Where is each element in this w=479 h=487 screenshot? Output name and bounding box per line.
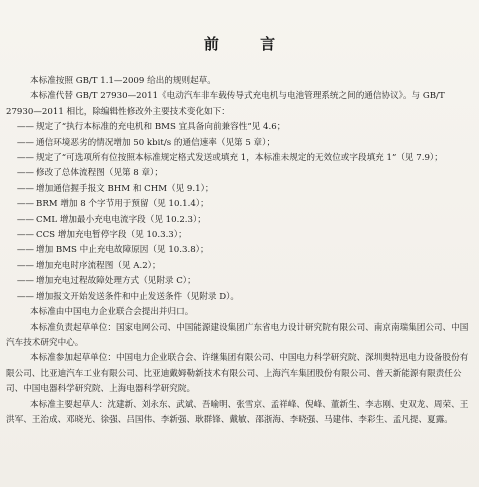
- paragraph: 本标准按照 GB/T 1.1—2009 给出的规则起草。: [30, 76, 216, 86]
- dash-marker: ——: [16, 122, 34, 133]
- change-text: 修改了总体流程图（见第 8 章）；: [36, 168, 163, 179]
- change-item: [16, 228, 471, 243]
- preface-body: [6, 74, 471, 428]
- change-item: [16, 182, 471, 197]
- change-item: [16, 290, 471, 305]
- change-item: [16, 197, 471, 212]
- dash-marker: ——: [16, 199, 34, 210]
- paragraph: 本标准代替 GB/T 27930—2011《电动汽车非车载传导式充电机与电池管理系统之间的通信协议》。与 GB/T 27930—2011 相比，除编辑性修改外主要技术变化如下：: [6, 91, 445, 117]
- change-text: 增加充电过程故障处理方式（见附录 C）；: [36, 276, 196, 287]
- change-text: 通信环境恶劣的情况增加 50 kbit/s 的通信速率（见第 5 章）；: [36, 137, 276, 148]
- change-item: [16, 274, 471, 289]
- paragraph: 本标准由中国电力企业联合会提出并归口。: [30, 307, 194, 318]
- dash-marker: ——: [16, 291, 34, 302]
- dash-marker: ——: [16, 153, 34, 164]
- change-item: [16, 166, 471, 181]
- paragraph: 本标准参加起草单位：中国电力企业联合会、许继集团有限公司、中国电力科学研究院、深圳奥特迅电力设备股份有限公司、比亚迪汽车工业有限公司、比亚迪戴姆勒新技术有限公司、上海汽车集团股份有限公司、普天新能源有限责任公司、中国电器科学研究院、上海电器科学研究院。: [6, 353, 469, 395]
- change-item: [16, 136, 471, 151]
- dash-marker: ——: [16, 168, 34, 179]
- change-text: 增加报文开始发送条件和中止发送条件（见附录 D）。: [36, 291, 239, 302]
- dash-marker: ——: [16, 230, 34, 241]
- change-text: 规定了“执行本标准的充电机和 BMS 宜具备向前兼容性”见 4.6；: [36, 122, 286, 133]
- dash-marker: ——: [16, 245, 34, 256]
- dash-marker: ——: [16, 276, 34, 287]
- change-text: 增加充电时序流程图（见 A.2）；: [36, 260, 161, 271]
- change-text: BRM 增加 8 个字节用于预留（见 10.1.4）；: [36, 199, 209, 210]
- dash-marker: ——: [16, 214, 34, 225]
- paragraph: 本标准主要起草人：沈建新、刘永东、武斌、吾喻明、张雪京、孟祥峰、倪峰、董新生、李志刚、史双龙、周荣、王洪军、王治成、邓晓光、徐强、吕国伟、李新强、耿群锋、戴敏、邵浙海、李晓强、马建伟、李彩生、孟凡提、夏露。: [6, 399, 469, 425]
- dash-marker: ——: [16, 260, 34, 271]
- paragraph: 本标准负责起草单位：国家电网公司、中国能源建设集团广东省电力设计研究院有限公司、南京南瑞集团公司、中国汽车技术研究中心。: [6, 322, 469, 348]
- page-title: 前 言: [203, 35, 294, 53]
- dash-marker: ——: [16, 137, 34, 148]
- change-item: [16, 213, 471, 228]
- dash-marker: ——: [16, 183, 34, 194]
- change-item: [16, 259, 471, 274]
- change-item: [16, 243, 471, 258]
- change-text: 增加通信握手报文 BHM 和 CHM（见 9.1）；: [36, 183, 214, 194]
- change-item: [16, 151, 471, 166]
- change-item: [16, 120, 471, 135]
- change-text: 规定了“可选项所有位按照本标准规定格式发送或填充 1，本标准未规定的无效位或字段填充 1”（见 7.9）；: [36, 153, 443, 164]
- change-text: CML 增加最小充电电流字段（见 10.2.3）；: [36, 214, 206, 225]
- change-text: 增加 BMS 中止充电故障原因（见 10.3.8）；: [36, 245, 209, 256]
- change-text: CCS 增加充电暂停字段（见 10.3.3）；: [36, 230, 187, 241]
